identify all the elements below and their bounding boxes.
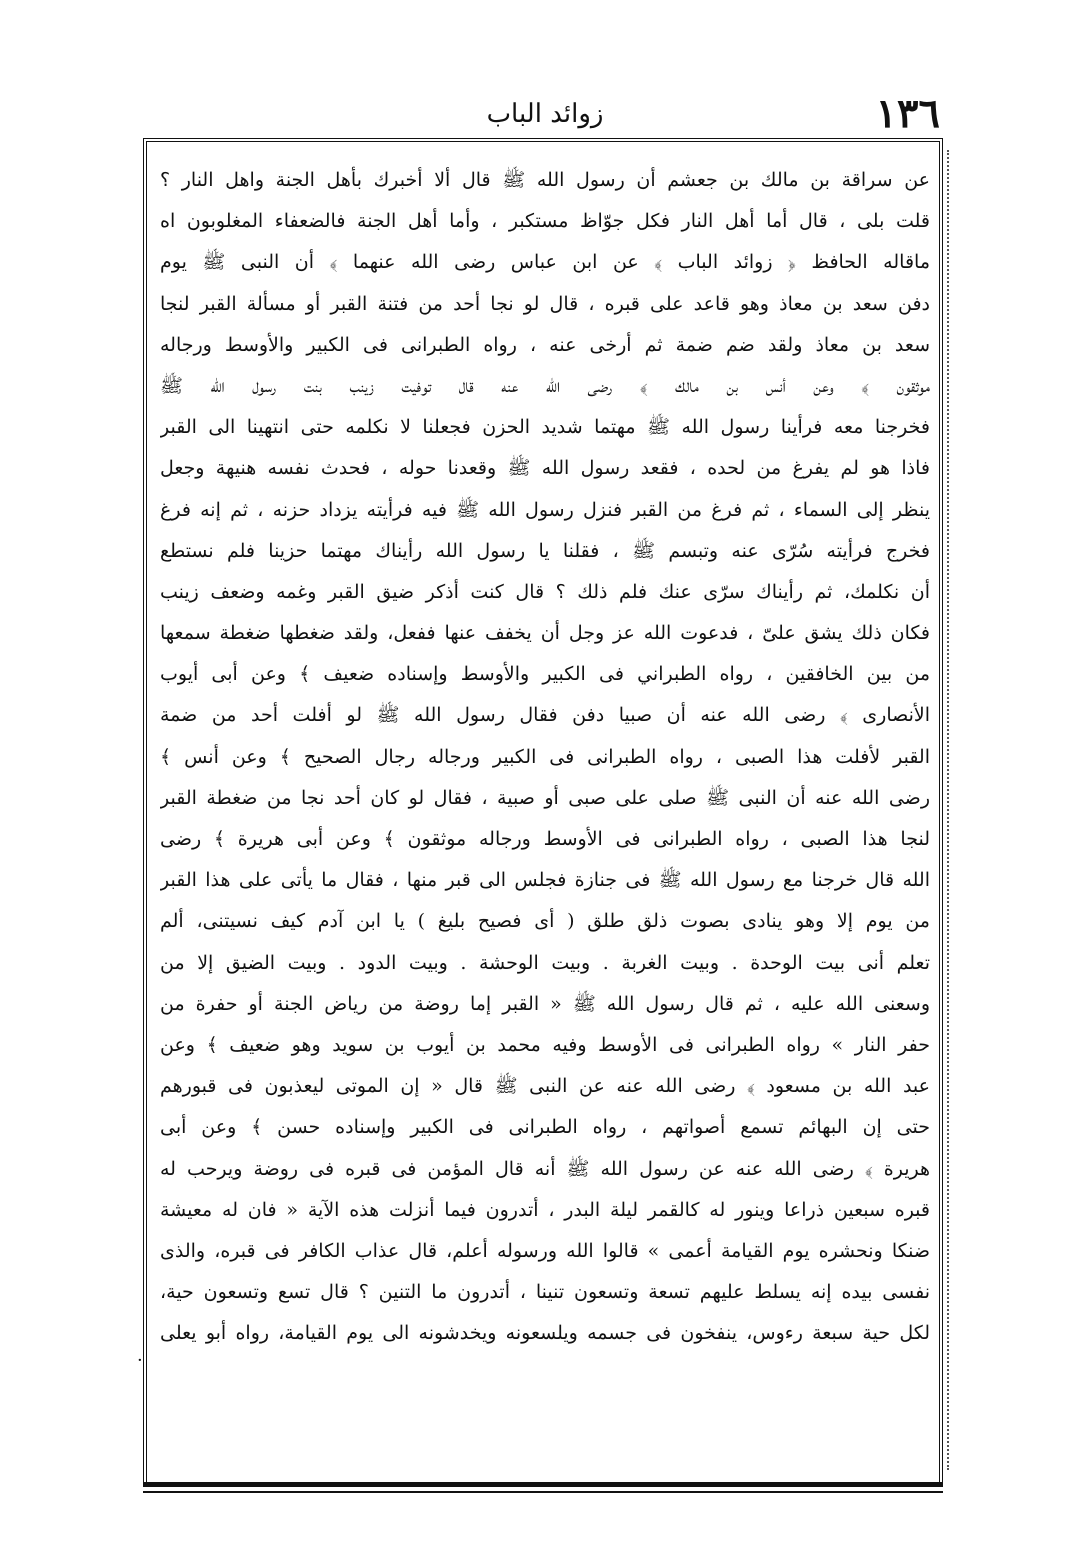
frame-bottom-thin-rule xyxy=(143,1491,943,1493)
text-line: سعد بن معاذ ولقد ضم ضمة ثم أرخى عنه ، رواه الطبرانى فى الكبير والأوسط ورجاله xyxy=(160,333,930,356)
text-line: لكل حية سبعة رءوس، ينفخون فى جسمه ويلسعونه ويخدشونه الى يوم القيامة، رواه أبو يعلى xyxy=(160,1322,930,1345)
text-line: القبر لأفلت هذا الصبى ، رواه الطبرانى فى الكبير ورجاله رجال الصحيح ﴾ وعن أنس ﴾ xyxy=(160,745,930,768)
text-line: فكان ذلك يشق علىّ ، فدعوت الله عز وجل أن يخفف عنها ففعل، ولقد ضغطها ضغطة سمعها xyxy=(160,622,930,645)
text-line: دفن سعد بن معاذ وهو قاعد على قبره ، قال لو نجا أحد من فتنة القبر أو مسألة القبر لنجا xyxy=(160,292,930,315)
text-line: فاذا هو لم يفرغ من لحده ، فقعد رسول الله ﷺ وقعدنا حوله ، فحدث نفسه هنيهة وجعل xyxy=(160,457,930,480)
body-text xyxy=(160,160,930,1480)
text-line: من يوم إلا وهو ينادى بصوت ذلق طلق ( أى فصيح بليغ ) يا ابن آدم كيف نسيتنى، ألم xyxy=(160,910,930,933)
running-title: زوائد الباب xyxy=(486,99,604,129)
text-line: حتى إن البهائم تسمع أصواتهم ، رواه الطبرانى فى الكبير وإسناده حسن ﴾ وعن أبى xyxy=(160,1116,930,1139)
text-line: رضى الله عنه أن النبى ﷺ صلى على صبى أو صبية ، فقال لو كان أحد نجا من ضغطة القبر xyxy=(160,786,930,809)
text-line: ينظر إلى السماء ، ثم فرغ من القبر فنزل رسول الله ﷺ فيه فرأيته يزداد حزنه ، ثم إنه فرغ xyxy=(160,498,930,521)
text-line: لنجا هذا الصبى ، رواه الطبرانى فى الأوسط ورجاله موثقون ﴾ وعن أبى هريرة ﴾ رضى xyxy=(160,828,930,850)
text-line: حفر النار » رواه الطبرانى فى الأوسط وفيه محمد بن أيوب بن سويد وهو ضعيف ﴾ وعن xyxy=(160,1033,930,1056)
text-line: ضنكا ونحشره يوم القيامة أعمى » قالوا الله ورسوله أعلم، قال عذاب الكافر فى قبره، والذى xyxy=(160,1239,930,1262)
text-line: فخرجنا معه فرأينا رسول الله ﷺ مهتما شديد الحزن فجعلنا لا نكلمه حتى انتهينا الى القبر xyxy=(160,416,930,439)
text-line: قبره سبعين ذراعا وينور له كالقمر ليلة البدر ، أتدرون فيما أنزلت هذه الآية « فان له معيشة xyxy=(160,1198,930,1221)
text-line: عن سراقة بن مالك بن جعشم أن رسول الله ﷺ قال ألا أخبرك بأهل الجنة واهل النار ؟ xyxy=(160,169,930,191)
frame-bottom-rule xyxy=(143,1482,943,1487)
text-line: وسعنى الله عليه ، ثم قال رسول الله ﷺ « القبر إما روضة من رياض الجنة أو حفرة من xyxy=(160,992,930,1015)
text-line: أن نكلمك، ثم رأيناك سرّى عنك فلم ذلك ؟ قال كنت أذكر ضيق القبر وغمه وضعف زينب xyxy=(160,580,930,603)
text-line: الأنصارى ﴾ رضى الله عنه أن صبيا دفن فقال رسول الله ﷺ لو أفلت أحد من ضمة xyxy=(160,704,930,727)
margin-mark: · xyxy=(137,1350,143,1371)
text-line: عبد الله بن مسعود ﴾ رضى الله عنه عن النبى ﷺ قال « إن الموتى ليعذبون فى قبورهم xyxy=(160,1075,930,1098)
page-number: ١٣٦ xyxy=(875,90,940,137)
text-line: نفسى بيده إنه يسلط عليهم تسعة وتسعون تنينا ، أتدرون ما التنين ؟ قال تسع وتسعون حية، xyxy=(160,1281,930,1304)
text-line: موثقون ﴾ وعن أنس بن مالك ﴾ رضى الله عنه قال توفيت زينب بنت رسول الله ﷺ xyxy=(160,374,930,397)
text-line: فخرج فرأيته سُرّى عنه وتبسم ﷺ ، فقلنا يا رسول الله رأيناك مهتما حزينا فلم نستطع xyxy=(160,539,930,562)
text-line: الله قال خرجنا مع رسول الله ﷺ فى جنازة فجلس الى قبر منها ، فقال ما يأتى على هذا القبر xyxy=(160,869,930,892)
text-line: من بين الخافقين ، رواه الطبراني فى الكبير والأوسط وإسناده ضعيف ﴾ وعن أبى أيوب xyxy=(160,663,930,686)
page-header xyxy=(150,92,940,136)
text-line: هريرة ﴾ رضى الله عنه عن رسول الله ﷺ أنه قال المؤمن فى قبره فى روضة ويرحب له xyxy=(160,1157,930,1180)
text-line: ماقاله الحافظ ﴿ زوائد الباب ﴾ عن ابن عباس رضى الله عنهما ﴾ أن النبى ﷺ يوم xyxy=(160,251,930,274)
text-line: تعلم أنى بيت الوحدة . وبيت الغربة . وبيت الوحشة . وبيت الدود . وبيت الضيق إلا من xyxy=(160,951,930,974)
text-line: قلت بلى ، قال أما أهل النار فكل جوّاظ مستكبر ، وأما أهل الجنة فالضعفاء المغلوبون اه xyxy=(160,210,930,233)
margin-dotted-rule xyxy=(947,150,957,1470)
